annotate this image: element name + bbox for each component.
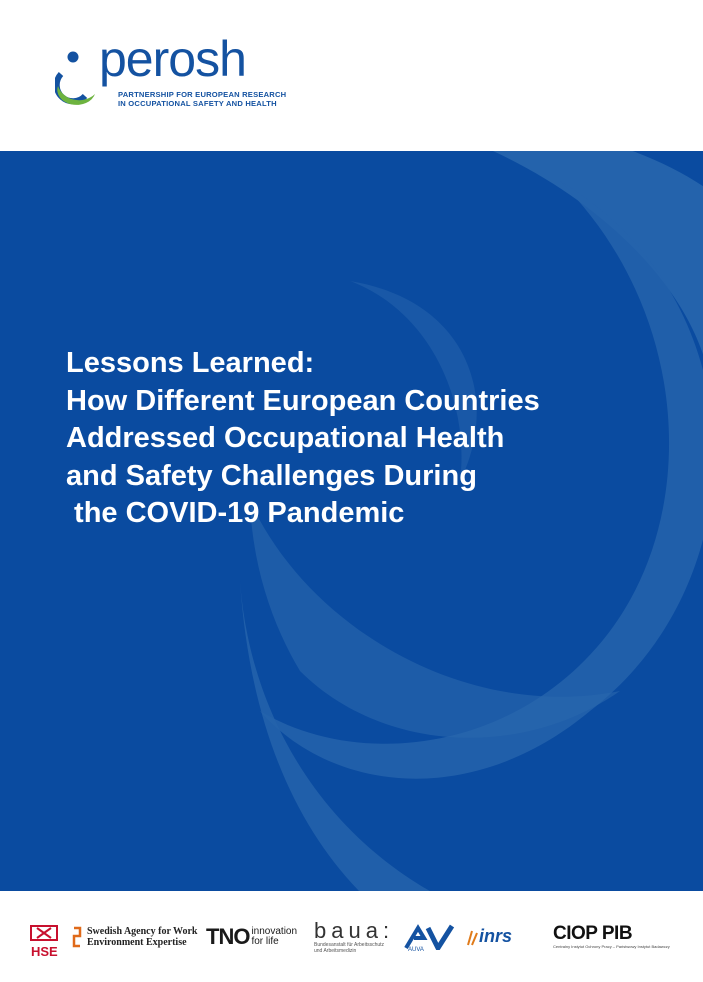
swedish-agency-line2: Environment Expertise	[87, 936, 187, 948]
logo-subtitle-line1: PARTNERSHIP FOR EUROPEAN RESEARCH	[118, 90, 287, 99]
inrs-sparks-icon	[465, 927, 479, 947]
perosh-person-icon	[55, 46, 103, 108]
tno-tagline-line1: innovation	[251, 925, 298, 937]
swedish-agency-line1: Swedish Agency for Work	[87, 925, 198, 937]
partner-inrs[interactable]	[465, 891, 512, 982]
logo-subtitle-line2: IN OCCUPATIONAL SAFETY AND HEALTH	[118, 99, 277, 108]
tno-tagline	[251, 927, 297, 947]
partner-hse[interactable]	[29, 891, 58, 982]
auva-logo-icon	[404, 924, 456, 950]
header	[0, 0, 703, 151]
baua-sub1: Bundesanstalt für Arbeitsschutz	[314, 941, 385, 948]
document-title: Lessons Learned: How Different European Countries Addressed Occupational Health and Safety Challenges During the COVID-19 Pandemic	[66, 347, 540, 529]
partner-logos-bar	[0, 891, 703, 982]
partner-auva[interactable]	[404, 891, 456, 982]
partner-hse-label: HSE	[31, 944, 58, 959]
partner-baua[interactable]	[314, 891, 394, 982]
perosh-logo[interactable]	[55, 31, 287, 116]
ciop-wordmark: CIOP PIB	[553, 922, 633, 944]
partner-swedish-agency-label	[87, 926, 197, 948]
logo-wordmark: perosh	[99, 31, 246, 87]
partner-ciop-pib[interactable]	[553, 891, 670, 982]
baua-wordmark: baua:	[314, 917, 395, 943]
inrs-wordmark: inrs	[479, 926, 513, 946]
baua-sub2: und Arbeitsmedizin	[314, 947, 357, 954]
tno-wordmark: TNO	[206, 923, 250, 949]
tno-tagline-line2: for life	[251, 935, 279, 947]
auva-label: AUVA	[408, 947, 424, 953]
swedish-agency-logo-icon	[72, 926, 82, 948]
ciop-sub: Centralny Instytut Ochrony Pracy – Państwowy Instytut Badawczy	[553, 943, 670, 949]
partner-tno[interactable]	[206, 891, 297, 982]
partner-swedish-agency[interactable]	[72, 891, 197, 982]
hero-banner	[0, 151, 703, 891]
